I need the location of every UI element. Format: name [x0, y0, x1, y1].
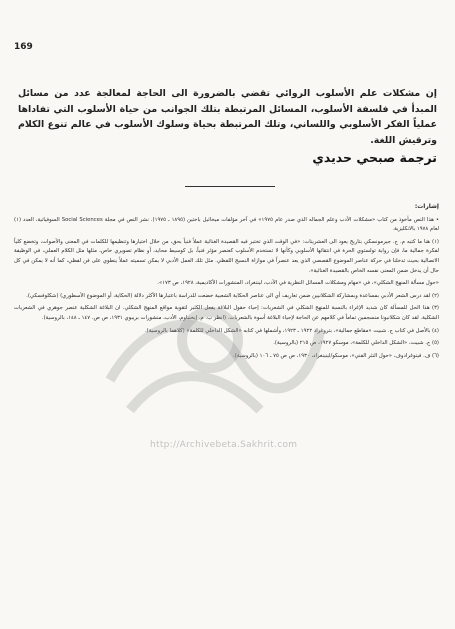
watermark-url: http://Archivebeta.Sakhrit.com: [150, 440, 298, 450]
footnote-2: (٢) لقد درس الشعر الأدبي بمساعدة وبمشاركة الشكلانيين ضمن تعاريف أي الى عناصر الحكاية الشعبية خضعت للدراسة باعتبارها الأكثر دلالة (الحكاية، أو الموضوع الأسطوري) (شكلوفسكي).: [26, 292, 439, 299]
footnote-intro: • هذا النص مأخوذ من كتاب «مشكلات الأدب وعلم الجماله الذي صدر عام ١٩٧٥» في آخر مؤلفات ميخائيل باختين (١٨٩٥ ـ ١٩٧٥). نشر النص في مجلة Social Sciences السوفياتية، العدد (١) لعام ١٩٧٨ بالانكليزية.: [14, 216, 440, 233]
footnote-4: (٤) بالأصل في كتاب ج. شبيت «مقاطع جمالية»، بتروغراد ١٩٢٢ ـ ١٩٢٣، وأشملها في كتابه «الشكل الداخلي للكلمة» (كلاهما بالروسية).: [144, 327, 439, 334]
footnote-1: (١) هنا ما كتبه م. ج. جيرمونسكي بتاريخ يعود الى العشرينات: «في الوقت الذي تختبر فيه القصيدة الغنائية عملاً فنياً بحق، من خلال اختيارها وتنظيمها للكلمات في المعنى والأصوات، وتخضع كلياً لفكرة جمالية ما، فإن رواية تولستوي الحرة في انتقائها الأسلوبي وكأنها لا تستخدم الأسلوب كعنصر مؤثر فنياً، بل كوسيط محايد، أو نظام تصويري خاص، مثلها مثل الكلام العملي، في الوظيفة الاتصالية بحيث تدخلنا في حركة عناصر الموضوع القصصي الذي يعد عنصراً في موازاة النسيج اللفظي. مثل تلك العمل الأدبي لا يمكن تسميته عملاً ينطوي على فن لفظي، كما أنه لا يمكن في كل حال أن يدخل ضمن المعنى نفسه الخاص بالقصيدة الغنائية».: [14, 238, 439, 274]
translator-credit: ترجمة صبحي حديدي: [312, 150, 437, 165]
page-number: 169: [14, 42, 33, 52]
footnotes-section: [14, 202, 439, 364]
footnote-6: (٦) ف. فينوغرادوف، «حول النثر الفني»، موسكو/لينينغراد، ١٩٣٠، ص ص ٧٥ ـ ١٠٦ (بالروسية).: [233, 352, 439, 359]
footnotes-heading: إشارات:: [414, 203, 439, 210]
footnote-3: (٣) هذا الحل للمسألة كان شديد الإغراء بالنسبة للمنهج الشكلي في الشعريات: إحياء حقول البلاغة يفعل الكثير لتقوية مواقع المنهج الشكلي. ان البلاغة الشكلية عنصر جوهري في الشعريات الشكلية. لقد كان شكلانيونا منسجمين تماماً في كلامهم عن الحاجة لإحياء البلاغة أسوة بالشعريات. (انظر ب. م. إيخنباوم، الأدب، منشورات بريبوي ١٩٣١، ص ص. ١٤٧ ـ ١٤٨، بالروسية).: [14, 305, 439, 321]
footnote-1-source: «حول مسألة المنهج الشكلي»، في «مهام ومشكلات المسائل النظرية في الأدب، ليننغراد، المنشورات الأكاديمية، ١٩٢٨، ص ١٧٣».: [157, 280, 439, 287]
body-paragraph: إن مشكلات علم الأسلوب الروائي تقضي بالضرورة الى الحاجة لمعالجة عدد من مسائل المبدأ في فلسفة الأسلوب، المسائل المرتبطة بتلك الجوانب من حياة الأسلوب التي تفاداها عملياً الفكر الأسلوبي واللساني، وتلك المرتبطة بحياة وسلوك الأسلوب في عالم تنوع الكلام وترقيش اللغة.: [18, 88, 437, 146]
footnote-divider: [185, 186, 275, 187]
footnote-5: (٥) ج. شبيت، «الشكل الداخلي للكلمة»، موسكو ١٩٢٧، ص ٢١٥ (بالروسية).: [273, 340, 439, 347]
